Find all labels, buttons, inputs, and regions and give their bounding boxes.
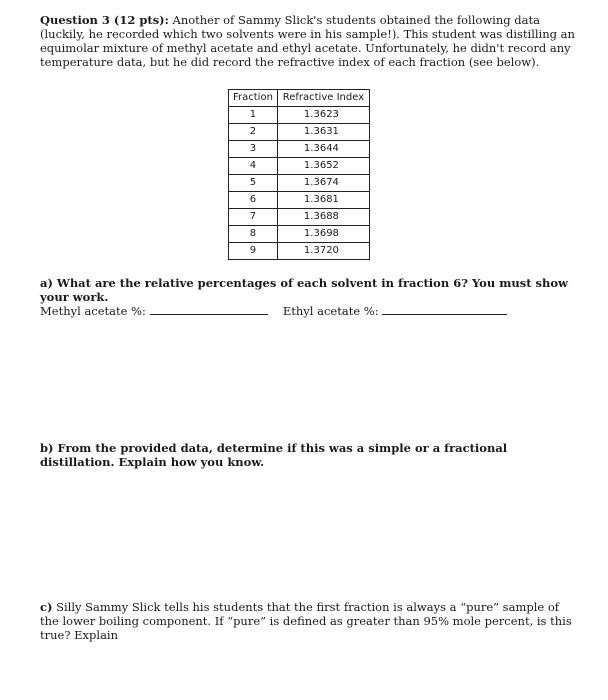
table-row bbox=[229, 243, 370, 260]
refractive-index-cell: 1.3674 bbox=[277, 175, 369, 192]
part-a-question bbox=[40, 276, 580, 304]
fraction-cell: 1 bbox=[229, 107, 278, 124]
refractive-index-cell: 1.3623 bbox=[277, 107, 369, 124]
fraction-cell: 4 bbox=[229, 158, 278, 175]
methyl-acetate-label: Methyl acetate %: bbox=[40, 304, 146, 318]
refractive-index-cell: 1.3688 bbox=[277, 209, 369, 226]
fraction-cell: 5 bbox=[229, 175, 278, 192]
fraction-cell: 7 bbox=[229, 209, 278, 226]
part-c-label: c) bbox=[40, 600, 53, 614]
fraction-cell: 2 bbox=[229, 124, 278, 141]
table-row bbox=[229, 192, 370, 209]
methyl-acetate-answer-line[interactable] bbox=[150, 304, 268, 315]
fraction-cell: 8 bbox=[229, 226, 278, 243]
table-row bbox=[229, 141, 370, 158]
part-b-text: From the provided data, determine if this was a simple or a fractional distillation. Explain how you know. bbox=[40, 441, 508, 469]
refractive-index-cell: 1.3698 bbox=[277, 226, 369, 243]
table-row bbox=[229, 107, 370, 124]
refractive-index-cell: 1.3720 bbox=[277, 243, 369, 260]
fraction-cell: 3 bbox=[229, 141, 278, 158]
question-text: Another of Sammy Slick's students obtained the following data (luckily, he recorded which two solvents were in his sample!). This student was distilling an equimolar mixture of methyl acetate and ethyl acetate. Unfortunately, he didn't record any temperature data, but he did record the refractive index of each fraction (see below). bbox=[40, 13, 575, 69]
header-fraction: Fraction bbox=[229, 90, 278, 107]
part-a-label: a) bbox=[40, 276, 53, 290]
table-row bbox=[229, 175, 370, 192]
fraction-cell: 9 bbox=[229, 243, 278, 260]
part-a-answer-row bbox=[40, 304, 580, 318]
header-refractive-index: Refractive Index bbox=[277, 90, 369, 107]
part-c-text: Silly Sammy Slick tells his students that the first fraction is always a “pure” sample of the lower boiling component. If “pure” is defined as greater than 95% mole percent, is this true? Explain bbox=[40, 600, 572, 642]
question-intro bbox=[40, 13, 575, 69]
question-label: Question 3 (12 pts): bbox=[40, 13, 169, 27]
part-a-text: What are the relative percentages of each solvent in fraction 6? You must show your work. bbox=[40, 276, 568, 304]
part-c-question bbox=[40, 600, 580, 642]
refractive-index-cell: 1.3652 bbox=[277, 158, 369, 175]
refractive-index-cell: 1.3631 bbox=[277, 124, 369, 141]
table-row bbox=[229, 124, 370, 141]
refractive-index-cell: 1.3644 bbox=[277, 141, 369, 158]
table-row bbox=[229, 209, 370, 226]
refractive-index-cell: 1.3681 bbox=[277, 192, 369, 209]
table-row bbox=[229, 226, 370, 243]
table-row bbox=[229, 158, 370, 175]
ethyl-acetate-answer-line[interactable] bbox=[382, 304, 507, 315]
fraction-cell: 6 bbox=[229, 192, 278, 209]
ethyl-acetate-label: Ethyl acetate %: bbox=[282, 304, 379, 318]
table-header-row bbox=[229, 90, 370, 107]
refractive-index-table bbox=[228, 89, 370, 260]
part-b-label: b) bbox=[40, 441, 54, 455]
part-b-question bbox=[40, 441, 570, 469]
